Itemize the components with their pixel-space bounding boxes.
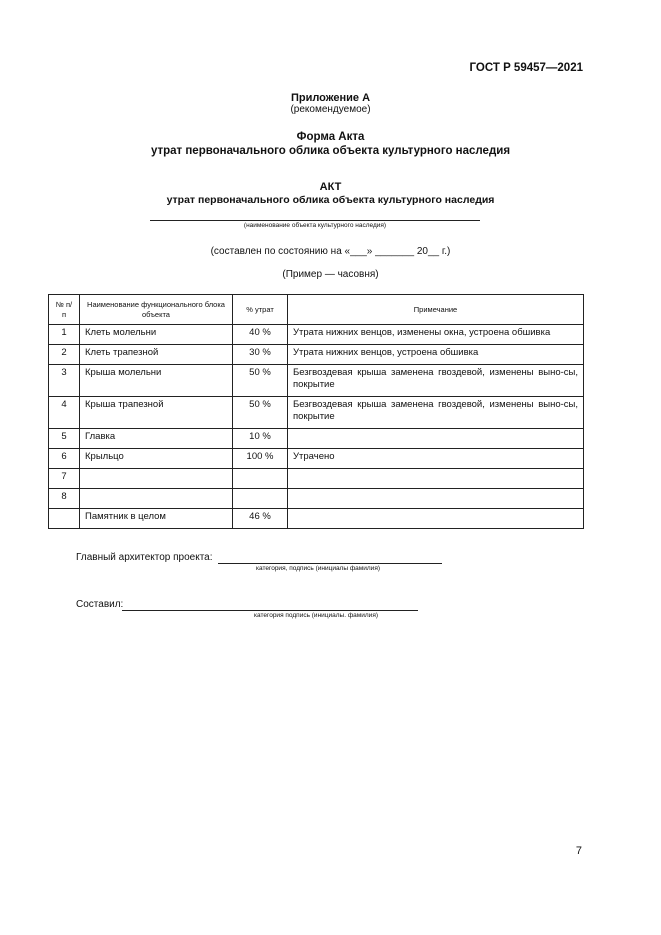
- cell-name: Крыша трапезной: [80, 397, 233, 429]
- cell-note: Утрата нижних венцов, изменены окна, устроена обшивка: [288, 325, 584, 345]
- cell-loss: 100 %: [233, 449, 288, 469]
- cell-name: Клеть трапезной: [80, 345, 233, 365]
- cell-note: [288, 509, 584, 529]
- cell-num: 2: [49, 345, 80, 365]
- form-subtitle: утрат первоначального облика объекта культурного наследия: [150, 145, 511, 157]
- cell-note: [288, 469, 584, 489]
- document-code: ГОСТ Р 59457—2021: [469, 62, 583, 74]
- cell-num: 3: [49, 365, 80, 397]
- cell-loss: 30 %: [233, 345, 288, 365]
- cell-note: [288, 489, 584, 509]
- object-name-line: [150, 220, 480, 221]
- table-row: [49, 429, 584, 449]
- cell-loss: 50 %: [233, 365, 288, 397]
- cell-loss: [233, 469, 288, 489]
- table-row: [49, 325, 584, 345]
- compiler-signature-line: [122, 610, 418, 611]
- appendix-note: (рекомендуемое): [290, 104, 371, 115]
- table-row-total: [49, 509, 584, 529]
- cell-note: Утрата нижних венцов, устроена обшивка: [288, 345, 584, 365]
- appendix-title: Приложение А: [290, 92, 371, 104]
- cell-name: Крыша молельни: [80, 365, 233, 397]
- table-row: [49, 345, 584, 365]
- cell-name: [80, 489, 233, 509]
- table-row: [49, 469, 584, 489]
- table-header-row: [49, 295, 584, 325]
- cell-note: [288, 429, 584, 449]
- cell-num: 7: [49, 469, 80, 489]
- cell-name: [80, 469, 233, 489]
- act-subtitle: утрат первоначального облика объекта культурного наследия: [166, 194, 495, 206]
- header-name: Наименование функционального блока объекта: [80, 295, 233, 325]
- table-row: [49, 489, 584, 509]
- table-row: [49, 365, 584, 397]
- page-number: 7: [575, 845, 582, 857]
- cell-num: [49, 509, 80, 529]
- example-line: (Пример — часовня): [282, 269, 379, 280]
- cell-loss: 10 %: [233, 429, 288, 449]
- act-title: АКТ: [319, 181, 342, 193]
- cell-name: Клеть молельни: [80, 325, 233, 345]
- architect-label: Главный архитектор проекта:: [76, 552, 213, 563]
- cell-loss: 46 %: [233, 509, 288, 529]
- architect-signature-line: [218, 563, 442, 564]
- cell-name: Крыльцо: [80, 449, 233, 469]
- cell-num: 4: [49, 397, 80, 429]
- table-row: [49, 397, 584, 429]
- cell-num: 5: [49, 429, 80, 449]
- header-num: № п/п: [49, 295, 80, 325]
- cell-note: Безгвоздевая крыша заменена гвоздевой, изменены выно-сы, покрытие: [288, 397, 584, 429]
- state-date-line: (составлен по состоянию на «___» _______ 20__ г.): [210, 246, 451, 257]
- cell-loss: 50 %: [233, 397, 288, 429]
- compiler-label: Составил:: [76, 599, 124, 610]
- architect-caption: категория, подпись (инициалы фамилия): [256, 565, 381, 572]
- cell-loss: 40 %: [233, 325, 288, 345]
- header-note: Примечание: [288, 295, 584, 325]
- cell-num: 1: [49, 325, 80, 345]
- cell-note: Безгвоздевая крыша заменена гвоздевой, изменены выно-сы, покрытие: [288, 365, 584, 397]
- table-row: [49, 449, 584, 469]
- losses-table: [48, 294, 584, 529]
- cell-num: 6: [49, 449, 80, 469]
- cell-loss: [233, 489, 288, 509]
- compiler-caption: категория подпись (инициалы. фамилия): [254, 612, 379, 619]
- header-loss: % утрат: [233, 295, 288, 325]
- cell-name: Главка: [80, 429, 233, 449]
- cell-name: Памятник в целом: [80, 509, 233, 529]
- cell-num: 8: [49, 489, 80, 509]
- object-name-caption: (наименование объекта культурного наследия): [243, 222, 387, 229]
- cell-note: Утрачено: [288, 449, 584, 469]
- form-title: Форма Акта: [296, 131, 365, 143]
